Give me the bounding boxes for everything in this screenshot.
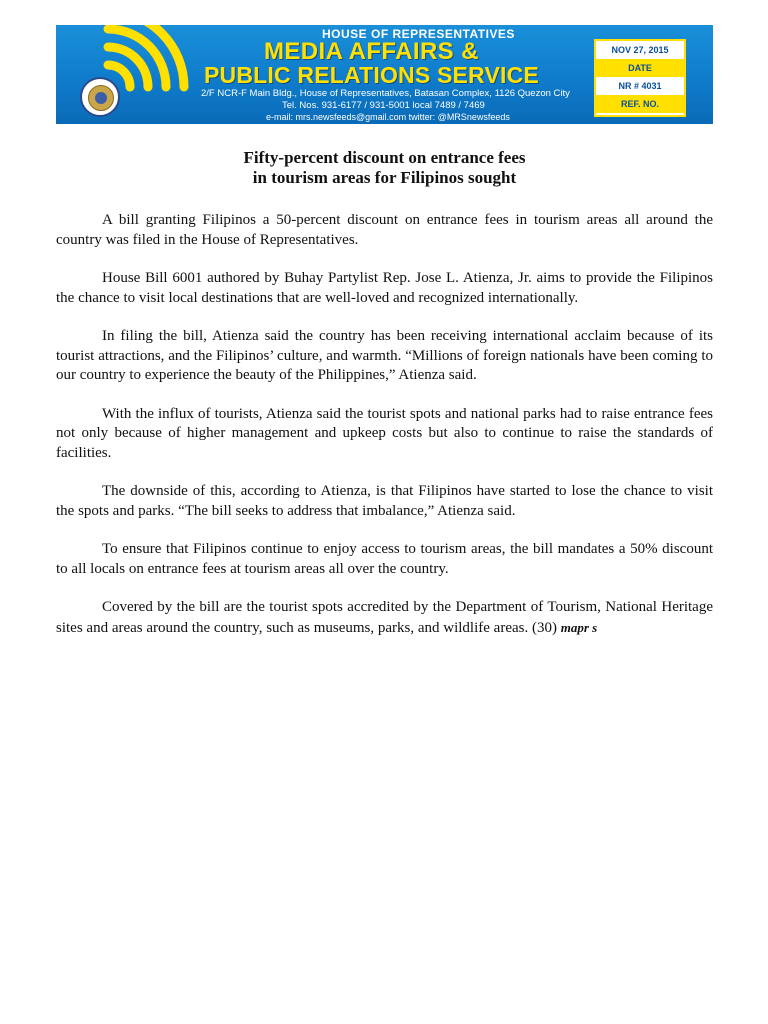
article-body [56, 211, 713, 657]
last-paragraph-text: Covered by the bill are the tourist spots accredited by the Department of Tourism, National Heritage sites and areas around the country, such as museums, parks, and wildlife areas. (30) [56, 599, 713, 636]
signature: mapr s [560, 619, 598, 635]
banner-org: HOUSE OF REPRESENTATIVES [322, 27, 515, 41]
ref-value: NR # 4031 [618, 81, 662, 91]
date-label: DATE [596, 59, 684, 77]
banner-title-line1: MEDIA AFFAIRS & [264, 38, 479, 65]
article-paragraph: The downside of this, according to Atienza, is that Filipinos have started to lose the chance to visit the spots and parks. “The bill seeks to address that imbalance,” Atienza said. [56, 483, 713, 519]
ref-label: REF. NO. [596, 95, 684, 113]
banner-title-line2: PUBLIC RELATIONS SERVICE [204, 62, 539, 88]
article-paragraph-last [56, 598, 713, 638]
headline-line1: Fifty-percent discount on entrance fees [243, 148, 526, 167]
banner-address: 2/F NCR-F Main Bldg., House of Representatives, Batasan Complex, 1126 Quezon City [201, 88, 570, 99]
reference-box [594, 39, 686, 117]
article-paragraph: To ensure that Filipinos continue to enjoy access to tourism areas, the bill mandates a 50% discount to all locals on entrance fees at tourism areas all over the country. [56, 541, 713, 577]
article-paragraph: In filing the bill, Atienza said the country has been receiving international acclaim because of its tourist attractions, and the Filipinos’ culture, and warmth. “Millions of foreign nationals have been coming to our country to experience the beauty of the Philippines,” Atienza said. [56, 328, 713, 383]
press-release-banner [56, 25, 713, 124]
house-seal-icon [80, 77, 120, 117]
article-paragraph: With the influx of tourists, Atienza said the tourist spots and national parks had to raise entrance fees not only because of higher management and upkeep costs but also to continue to raise the standards of facilities. [56, 405, 713, 461]
date-value: NOV 27, 2015 [611, 45, 669, 55]
article-paragraph: A bill granting Filipinos a 50-percent discount on entrance fees in tourism areas all around the country was filed in the House of Representatives. [56, 212, 713, 248]
banner-contact: e-mail: mrs.newsfeeds@gmail.com twitter: @MRSnewsfeeds [266, 112, 510, 122]
banner-tel: Tel. Nos. 931-6177 / 931-5001 local 7489 / 7469 [282, 100, 485, 111]
article-headline [56, 148, 713, 188]
article-paragraph: House Bill 6001 authored by Buhay Partylist Rep. Jose L. Atienza, Jr. aims to provide the Filipinos the chance to visit local destinations that are well-loved and recognized internationally. [56, 270, 713, 306]
headline-line2: in tourism areas for Filipinos sought [252, 168, 517, 187]
